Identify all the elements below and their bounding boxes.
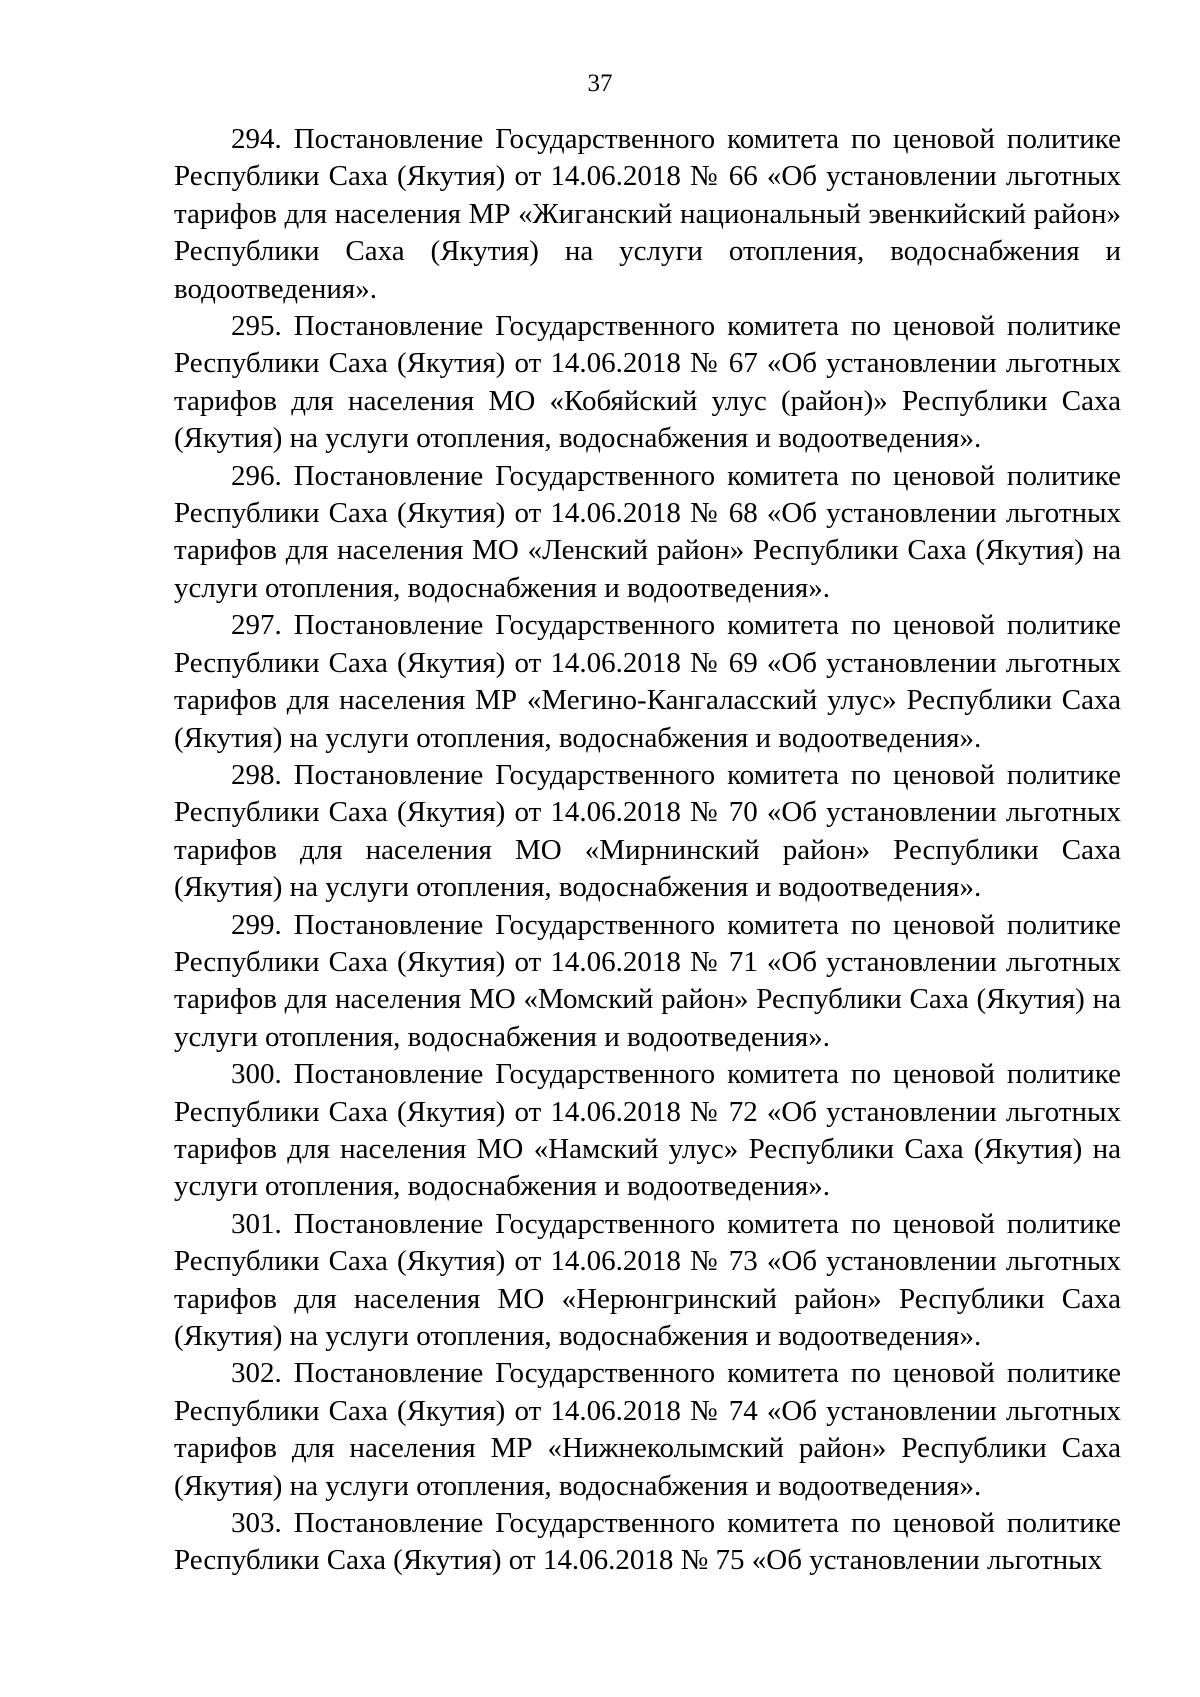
list-item-300: 300. Постановление Государственного комитета по ценовой политике Республики Саха (Якутия) от 14.06.2018 № 72 «Об установлении льготных тарифов для населения МО «Намский улус» Республики Саха (Якутия) на услуги отопления, водоснабжения и водоотведения».: [174, 1058, 1121, 1203]
list-item-299: 299. Постановление Государственного комитета по ценовой политике Республики Саха (Якутия) от 14.06.2018 № 71 «Об установлении льготных тарифов для населения МО «Момский район» Республики Саха (Якутия) на услуги отопления, водоснабжения и водоотведения».: [174, 908, 1121, 1053]
list-item-301: 301. Постановление Государственного комитета по ценовой политике Республики Саха (Якутия) от 14.06.2018 № 73 «Об установлении льготных тарифов для населения МО «Нерюнгринский район» Республики Саха (Якутия) на услуги отопления, водоснабжения и водоотведения».: [174, 1207, 1121, 1352]
list-item-303: 303. Постановление Государственного комитета по ценовой политике Республики Саха (Якутия) от 14.06.2018 № 75 «Об установлении льготных: [174, 1507, 1121, 1577]
list-item-297: 297. Постановление Государственного комитета по ценовой политике Республики Саха (Якутия) от 14.06.2018 № 69 «Об установлении льготных тарифов для населения МР «Мегино-Кангаласский улус» Республики Саха (Якутия) на услуги отопления, водоснабжения и водоотведения».: [174, 609, 1121, 754]
list-item-302: 302. Постановление Государственного комитета по ценовой политике Республики Саха (Якутия) от 14.06.2018 № 74 «Об установлении льготных тарифов для населения МР «Нижнеколымский район» Республики Саха (Якутия) на услуги отопления, водоснабжения и водоотведения».: [174, 1357, 1121, 1502]
list-item-295: 295. Постановление Государственного комитета по ценовой политике Республики Саха (Якутия) от 14.06.2018 № 67 «Об установлении льготных тарифов для населения МО «Кобяйский улус (район)» Республики Саха (Якутия) на услуги отопления, водоснабжения и водоотведения».: [174, 310, 1121, 455]
page-number: 37: [587, 70, 613, 97]
document-body: [174, 121, 1121, 1580]
list-item-296: 296. Постановление Государственного комитета по ценовой политике Республики Саха (Якутия) от 14.06.2018 № 68 «Об установлении льготных тарифов для населения МО «Ленский район» Республики Саха (Якутия) на услуги отопления, водоснабжения и водоотведения».: [174, 459, 1121, 604]
list-item-298: 298. Постановление Государственного комитета по ценовой политике Республики Саха (Якутия) от 14.06.2018 № 70 «Об установлении льготных тарифов для населения МО «Мирнинский район» Республики Саха (Якутия) на услуги отопления, водоснабжения и водоотведения».: [174, 758, 1121, 904]
list-item-294: 294. Постановление Государственного комитета по ценовой политике Республики Саха (Якутия) от 14.06.2018 № 66 «Об установлении льготных тарифов для населения МР «Жиганский национальный эвенкийский район» Республики Саха (Якутия) на услуги отопления, водоснабжения и водоотведения».: [174, 123, 1121, 305]
